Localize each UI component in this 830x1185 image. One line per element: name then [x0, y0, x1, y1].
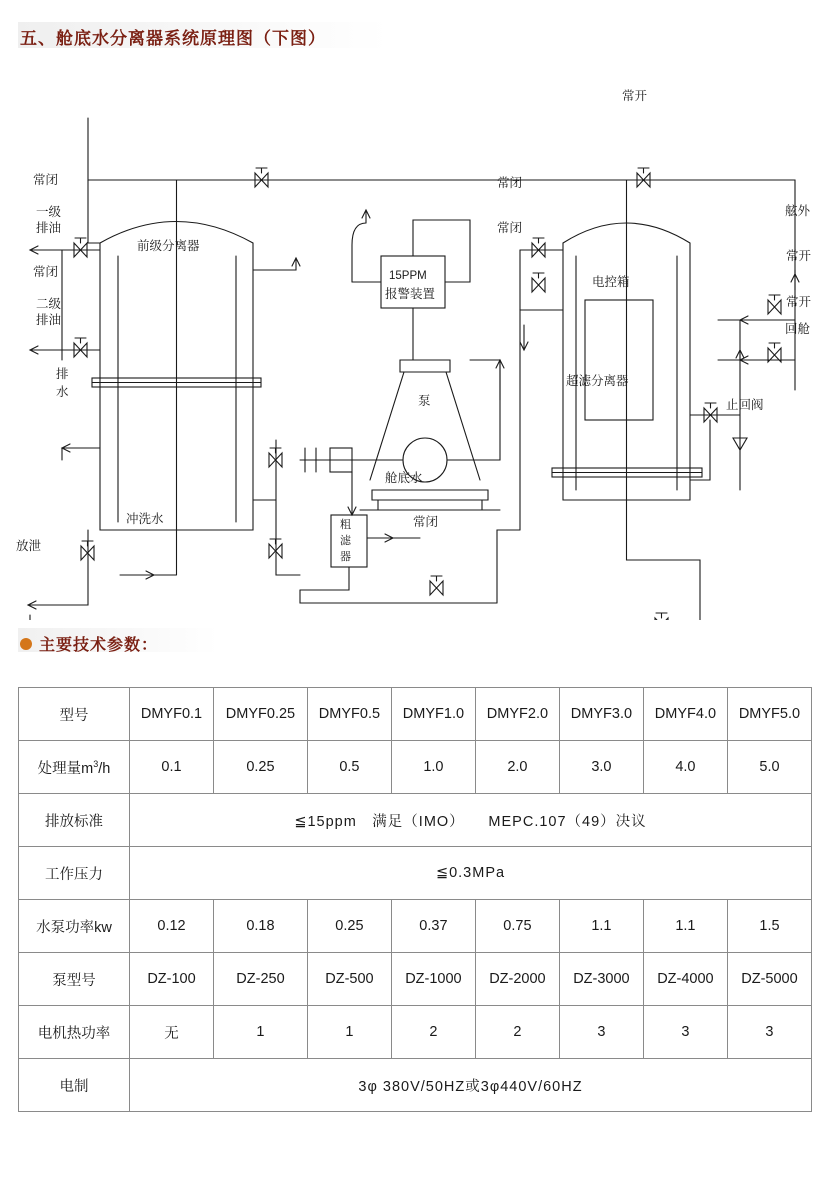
table-cell: 1.1: [559, 900, 643, 953]
label-normally-closed-4: 常闭: [497, 221, 523, 235]
label-normally-open-2: 常开: [786, 249, 812, 263]
label-oil-drain-2b: 排油: [36, 313, 62, 327]
table-cell: 无: [130, 1006, 214, 1059]
table-cell: DZ-250: [214, 953, 308, 1006]
table-cell: 1.0: [391, 741, 475, 794]
table-cell: DZ-5000: [727, 953, 811, 1006]
table-row: [19, 741, 812, 794]
label-pump: 泵: [418, 394, 431, 408]
bullet-icon: [20, 638, 32, 650]
params-title-text: 主要技术参数：: [39, 637, 159, 654]
label-drain-water-a: 排: [56, 367, 69, 381]
table-row: [19, 1006, 812, 1059]
label-oil-drain-1b: 排油: [36, 221, 62, 235]
label-normally-open-top: 常开: [622, 89, 648, 103]
page-title: 五、舱底水分离器系统原理图（下图）: [20, 29, 326, 48]
table-cell: 1: [307, 1006, 391, 1059]
bilge-water-separator-diagram: [0, 60, 830, 620]
table-cell: DMYF1.0: [391, 688, 475, 741]
table-row: [19, 794, 812, 847]
row-label: 工作压力: [19, 847, 130, 900]
table-cell: 1.5: [727, 900, 811, 953]
table-cell: 3: [643, 1006, 727, 1059]
table-cell: DZ-1000: [391, 953, 475, 1006]
label-oil-drain-2a: 二级: [36, 297, 62, 311]
table-cell: 0.25: [214, 741, 308, 794]
table-cell: 3.0: [559, 741, 643, 794]
table-cell: 4.0: [643, 741, 727, 794]
table-cell: DMYF2.0: [475, 688, 559, 741]
params-heading: [20, 632, 158, 655]
label-normally-closed-bottom: 常闭: [413, 515, 439, 529]
row-label: 电机热功率: [19, 1006, 130, 1059]
table-cell: 0.5: [307, 741, 391, 794]
table-cell: DZ-4000: [643, 953, 727, 1006]
label-discharge: 放泄: [16, 539, 42, 553]
table-cell: DMYF0.5: [307, 688, 391, 741]
table-cell: DMYF0.1: [130, 688, 214, 741]
row-label: 泵型号: [19, 953, 130, 1006]
table-cell: 0.25: [307, 900, 391, 953]
label-normally-closed-1: 常闭: [33, 173, 59, 187]
label-overboard: 舷外: [785, 204, 811, 218]
label-return-tank: 回舱: [785, 322, 811, 336]
table-cell: 2.0: [475, 741, 559, 794]
table-row: [19, 688, 812, 741]
row-merged-value: ≦0.3MPa: [130, 847, 812, 900]
table-cell: 0.1: [130, 741, 214, 794]
table-cell: 1: [214, 1006, 308, 1059]
table-cell: DZ-500: [307, 953, 391, 1006]
label-normally-open-3: 常开: [786, 295, 812, 309]
table-cell: 0.75: [475, 900, 559, 953]
table-cell: DMYF5.0: [727, 688, 811, 741]
table-cell: DZ-100: [130, 953, 214, 1006]
table-cell: DZ-3000: [559, 953, 643, 1006]
row-merged-value: 3φ 380V/50HZ或3φ440V/60HZ: [130, 1059, 812, 1112]
row-label: 排放标准: [19, 794, 130, 847]
label-bilge-water: 舱底水: [385, 471, 423, 485]
label-alarm-a: 15PPM: [389, 270, 427, 282]
table-cell: 0.18: [214, 900, 308, 953]
label-coarse-filter-b: 滤: [340, 535, 351, 547]
table-cell: DZ-2000: [475, 953, 559, 1006]
row-label: 型号: [19, 688, 130, 741]
table-cell: 2: [391, 1006, 475, 1059]
table-cell: 3: [559, 1006, 643, 1059]
table-cell: 0.37: [391, 900, 475, 953]
table-row: [19, 900, 812, 953]
label-oil-drain-1a: 一级: [36, 205, 62, 219]
table-cell: 1.1: [643, 900, 727, 953]
label-ultra-separator: 超滤分离器: [566, 374, 629, 388]
label-normally-closed-3: 常闭: [497, 176, 523, 190]
table-row: [19, 1059, 812, 1112]
table-row: [19, 847, 812, 900]
label-drain-water-b: 水: [56, 385, 69, 399]
spec-table-body: [19, 688, 812, 1112]
label-flush-water: 冲洗水: [126, 512, 164, 526]
row-label: 电制: [19, 1059, 130, 1112]
table-cell: 0.12: [130, 900, 214, 953]
table-cell: 5.0: [727, 741, 811, 794]
row-label: 水泵功率kw: [19, 900, 130, 953]
label-normally-closed-2: 常闭: [33, 265, 59, 279]
label-control-box: 电控箱: [592, 275, 630, 289]
table-row: [19, 953, 812, 1006]
label-coarse-filter-c: 器: [340, 551, 351, 563]
row-merged-value: ≦15ppm 满足（IMO） MEPC.107（49）决议: [130, 794, 812, 847]
row-label: 处理量$m^3/h$: [19, 741, 130, 794]
table-cell: 3: [727, 1006, 811, 1059]
table-cell: DMYF3.0: [559, 688, 643, 741]
table-cell: DMYF0.25: [214, 688, 308, 741]
label-coarse-filter-a: 粗: [340, 519, 351, 531]
label-alarm-b: 报警装置: [385, 287, 436, 301]
table-cell: DMYF4.0: [643, 688, 727, 741]
table-cell: 2: [475, 1006, 559, 1059]
label-pre-separator: 前级分离器: [137, 239, 200, 253]
spec-table: [18, 687, 812, 1112]
label-check-valve: 止回阀: [726, 398, 764, 412]
